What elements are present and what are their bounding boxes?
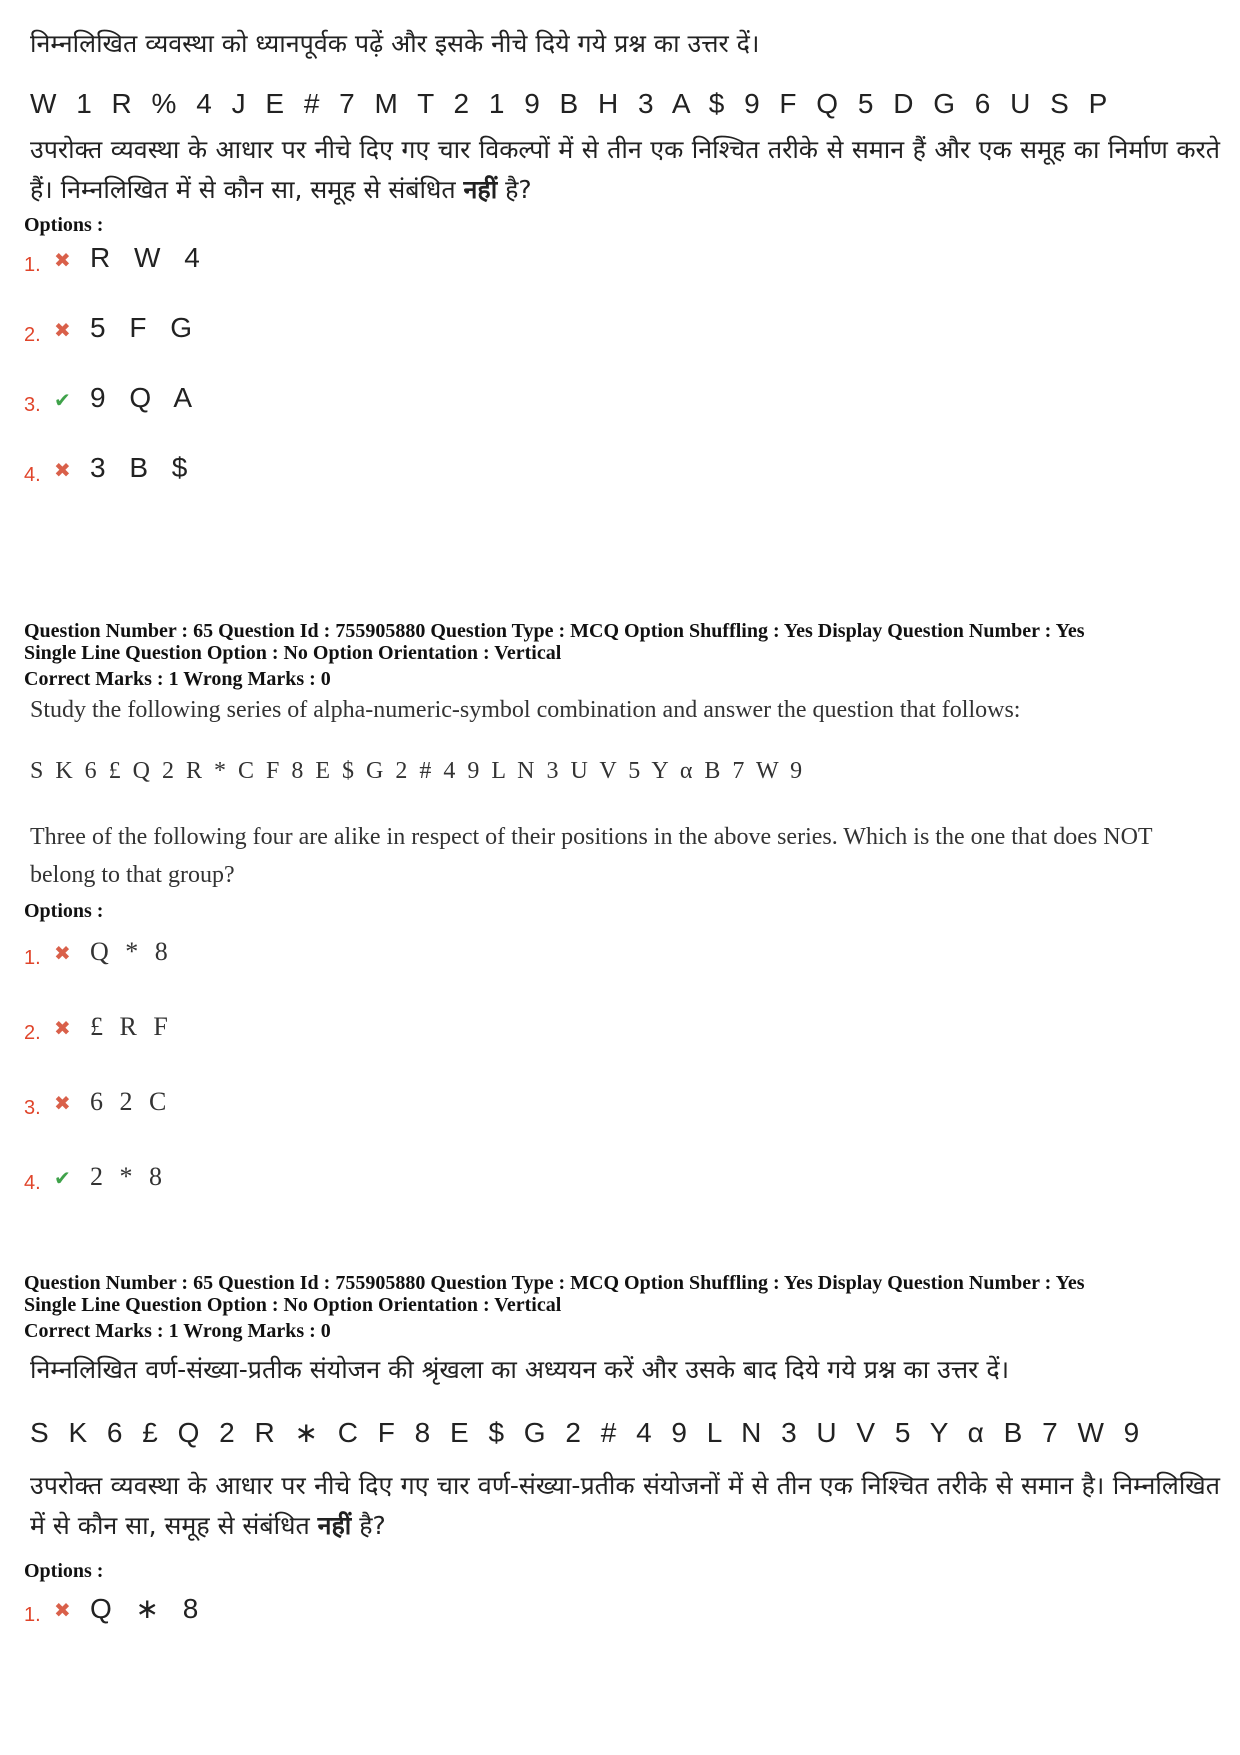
option-text: Q ∗ 8 [90, 1593, 207, 1624]
block3-question-pre: उपरोक्त व्यवस्था के आधार पर नीचे दिए गए चार वर्ण-संख्या-प्रतीक संयोजनों में से तीन एक निश्चित तरीके से समान है। निम्नलिखित में से कौन सा, समूह से संबंधित [30, 1471, 1220, 1540]
block2-meta-line3: Correct Marks : 1 Wrong Marks : 0 [24, 668, 331, 690]
block2-question: Three of the following four are alike in respect of their positions in the above series. Which is the one that does NOT belong to that group? [30, 824, 1153, 888]
block1-instruction: निम्नलिखित व्यवस्था को ध्यानपूर्वक पढ़ें और इसके नीचे दिये गये प्रश्न का उत्तर दें। [30, 29, 760, 58]
option-number: 1. [24, 1604, 41, 1626]
block2-series: S K 6 £ Q 2 R * C F 8 E $ G 2 # 4 9 L N 3 U V 5 Y α B 7 W 9 [30, 758, 806, 784]
option-number: 3. [24, 1097, 41, 1119]
block2-meta-line2: Single Line Question Option : No Option Orientation : Vertical [24, 642, 562, 664]
block1-question [30, 130, 1220, 210]
wrong-mark-icon: ✖ [54, 248, 71, 272]
option-text: 6 2 C [90, 1087, 172, 1116]
wrong-mark-icon: ✖ [54, 318, 71, 342]
option-number: 4. [24, 464, 41, 486]
check-mark-icon: ✔ [54, 388, 71, 412]
option-text: Q * 8 [90, 937, 173, 966]
block1-series: W 1 R % 4 J E # 7 M T 2 1 9 B H 3 A $ 9 F Q 5 D G 6 U S P [30, 88, 1114, 119]
option-text: 9 Q A [90, 382, 201, 413]
option-number: 2. [24, 1022, 41, 1044]
option-number: 2. [24, 324, 41, 346]
option-number: 4. [24, 1172, 41, 1194]
block3-meta-line1: Question Number : 65 Question Id : 755905880 Question Type : MCQ Option Shuffling : Yes Display Question Number : Yes [24, 1272, 1085, 1294]
block3-question-bold: नहीं [317, 1511, 352, 1540]
block3-options-label: Options : [24, 1560, 104, 1582]
wrong-mark-icon: ✖ [54, 1091, 71, 1115]
block3-instruction: निम्नलिखित वर्ण-संख्या-प्रतीक संयोजन की श्रृंखला का अध्ययन करें और उसके बाद दिये गये प्रश्न का उत्तर दें। [30, 1355, 1010, 1384]
wrong-mark-icon: ✖ [54, 1016, 71, 1040]
option-text: 2 * 8 [90, 1162, 167, 1191]
option-text: R W 4 [90, 242, 208, 273]
option-number: 1. [24, 947, 41, 969]
block1-question-post: है? [497, 175, 532, 204]
option-number: 3. [24, 394, 41, 416]
block1-question-bold: नहीं [463, 175, 498, 204]
wrong-mark-icon: ✖ [54, 941, 71, 965]
option-text: £ R F [90, 1012, 173, 1041]
option-number: 1. [24, 254, 41, 276]
block1-question-pre: उपरोक्त व्यवस्था के आधार पर नीचे दिए गए चार विकल्पों में से तीन एक निश्चित तरीके से समान हैं और एक समूह का निर्माण करते हैं। निम्नलिखित में से कौन सा, समूह से संबंधित [30, 135, 1220, 204]
block3-question-post: है? [351, 1511, 386, 1540]
option-text: 5 F G [90, 312, 201, 343]
block2-meta-line1: Question Number : 65 Question Id : 755905880 Question Type : MCQ Option Shuffling : Yes Display Question Number : Yes [24, 620, 1085, 642]
option-text: 3 B $ [90, 452, 196, 483]
block3-series: S K 6 £ Q 2 R ∗ C F 8 E $ G 2 # 4 9 L N 3 U V 5 Y α B 7 W 9 [30, 1417, 1146, 1448]
block3-question [30, 1466, 1220, 1546]
block2-instruction: Study the following series of alpha-numeric-symbol combination and answer the question that follows: [30, 697, 1021, 723]
block3-meta-line2: Single Line Question Option : No Option Orientation : Vertical [24, 1294, 562, 1316]
block1-options-label: Options : [24, 214, 104, 236]
check-mark-icon: ✔ [54, 1166, 71, 1190]
block3-meta-line3: Correct Marks : 1 Wrong Marks : 0 [24, 1320, 331, 1342]
wrong-mark-icon: ✖ [54, 1598, 71, 1622]
wrong-mark-icon: ✖ [54, 458, 71, 482]
block2-options-label: Options : [24, 900, 104, 922]
